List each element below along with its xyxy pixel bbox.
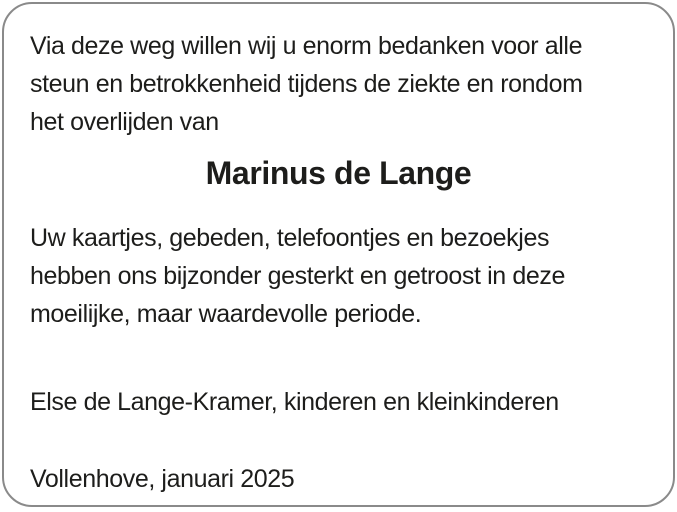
intro-paragraph xyxy=(30,27,647,141)
place-date: Vollenhove, januari 2025 xyxy=(30,465,295,493)
intro-line-2: steun en betrokkenheid tijdens de ziekte en rondom xyxy=(30,70,583,98)
body-line-2: hebben ons bijzonder gesterkt en getroost in deze xyxy=(30,262,565,290)
memorial-notice-card xyxy=(2,2,675,507)
body-line-1: Uw kaartjes, gebeden, telefoontjes en bezoekjes xyxy=(30,224,550,252)
intro-line-3: het overlijden van xyxy=(30,108,219,136)
body-line-3: moeilijke, maar waardevolle periode. xyxy=(30,300,422,328)
body-paragraph xyxy=(30,219,647,333)
intro-line-1: Via deze weg willen wij u enorm bedanken voor alle xyxy=(30,32,583,60)
deceased-name: Marinus de Lange xyxy=(205,155,472,191)
signature: Else de Lange-Kramer, kinderen en kleinkinderen xyxy=(30,388,559,416)
